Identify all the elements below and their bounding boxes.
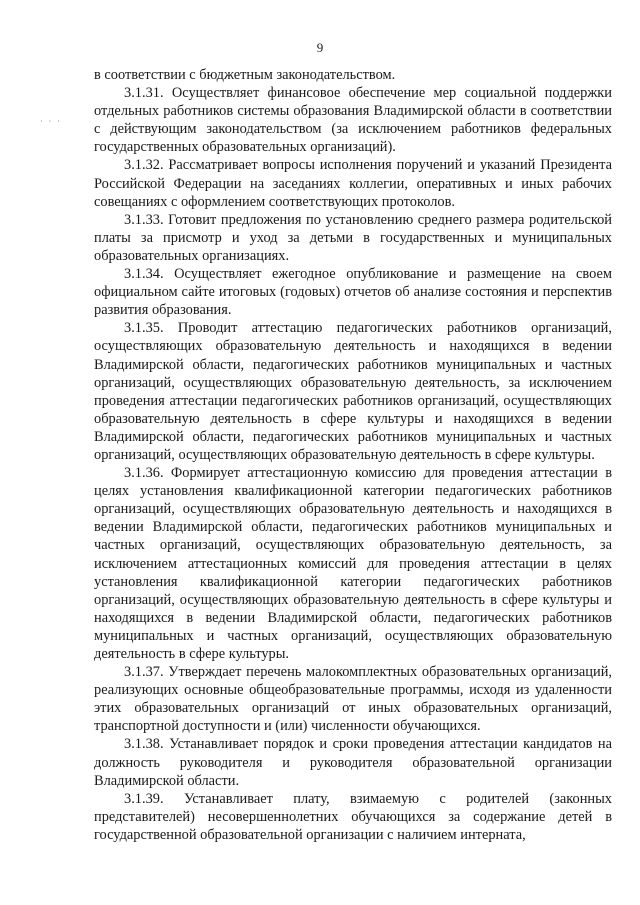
paragraph-3-1-33: 3.1.33. Готовит предложения по установлению среднего размера родительской платы за присмотр и уход за детьми в государственных и муниципальных образовательных организациях. [94,211,612,264]
margin-marks: · · · [40,117,62,126]
paragraph-3-1-38: 3.1.38. Устанавливает порядок и сроки проведения аттестации кандидатов на должность руководителя и руководителя образовательной организации Владимирской области. [94,736,612,789]
paragraph-3-1-32: 3.1.32. Рассматривает вопросы исполнения поручений и указаний Президента Российской Федерации на заседаниях коллегии, оперативных и иных рабочих совещаниях с оформлением соответствующих протоколов. [94,157,612,210]
paragraph-continuation: в соответствии с бюджетным законодательством. [94,67,396,83]
paragraph-3-1-37: 3.1.37. Утверждает перечень малокомплектных образовательных организаций, реализующих основные общеобразовательные программы, исходя из удаленности этих образовательных организаций от иных образовательных организаций, транспортной доступности и (или) численности обучающихся. [94,664,612,735]
paragraph-3-1-31: 3.1.31. Осуществляет финансовое обеспечение мер социальной поддержки отдельных работников системы образования Владимирской области в соответствии с действующим законодательством (за исключением работников федеральных государственных образовательных организаций). [94,85,612,156]
document-body [94,66,612,844]
paragraph-3-1-39: 3.1.39. Устанавливает плату, взимаемую с родителей (законных представителей) несовершеннолетних обучающихся за содержание детей в государственной образовательной организации с наличием интерната, [94,790,612,843]
paragraph-3-1-35: 3.1.35. Проводит аттестацию педагогических работников организаций, осуществляющих образовательную деятельность и находящихся в ведении Владимирской области, педагогических работников муниципальных и частных организаций, осуществляющих образовательную деятельность, за исключением проведения аттестации педагогических работников организаций, осуществляющих образовательную деятельность в сфере культуры и находящихся в ведении Владимирской области, педагогических работников муниципальных и частных организаций, осуществляющих образовательную деятельность в сфере культуры. [94,320,612,463]
paragraph-3-1-34: 3.1.34. Осуществляет ежегодное опубликование и размещение на своем официальном сайте итоговых (годовых) отчетов об анализе состояния и перспектив развития образования. [94,266,612,319]
paragraph-3-1-36: 3.1.36. Формирует аттестационную комиссию для проведения аттестации в целях установления квалификационной категории педагогических работников организаций, осуществляющих образовательную деятельность и находящихся в ведении Владимирской области, педагогических работников муниципальных и частных организаций, осуществляющих образовательную деятельность, за исключением аттестационных комиссий для проведения аттестации в целях установления квалификационной категории педагогических работников организаций, осуществляющих образовательную деятельность в сфере культуры и находящихся в ведении Владимирской области, педагогических работников муниципальных и частных организаций, осуществляющих образовательную деятельность в сфере культуры. [94,465,612,662]
page-number: 9 [316,40,324,55]
